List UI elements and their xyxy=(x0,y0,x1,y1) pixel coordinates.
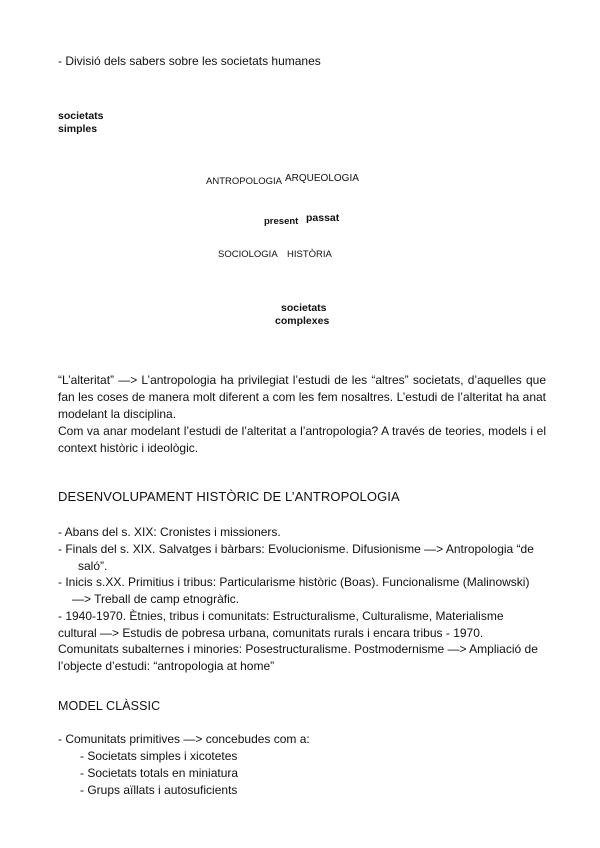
list-item: - Inicis s.XX. Primitius i tribus: Particularisme històric (Boas). Funcionalisme (Malinowski) xyxy=(58,575,530,589)
list-item: - Societats simples i xicotetes xyxy=(80,749,238,763)
label-sociologia: SOCIOLOGIA xyxy=(218,249,278,260)
list-item: - Societats totals en miniatura xyxy=(80,766,239,780)
list-item: —> Treball de camp etnogràfic. xyxy=(72,592,240,606)
label-present: present xyxy=(264,216,299,227)
section-title-model-classic: MODEL CLÀSSIC xyxy=(58,699,161,713)
label-societats-complexes-2: complexes xyxy=(275,315,330,327)
section-title-desenvolupament: DESENVOLUPAMENT HISTÒRIC DE L’ANTROPOLOGIA xyxy=(58,489,400,504)
label-societats-complexes-1: societats xyxy=(281,302,327,314)
intro-line: - Divisió dels sabers sobre les societats humanes xyxy=(58,54,321,68)
label-antropologia: ANTROPOLOGIA xyxy=(206,176,283,187)
label-societats-simples-1: societats xyxy=(58,110,104,122)
list-item: - Grups aïllats i autosuficients xyxy=(80,783,238,797)
alteritat-paragraph: “L’alteritat” —> L’antropologia ha privilegiat l’estudi de les “altres” societats, d’aquelles que fan les coses de manera molt diferent a com les fem nosaltres. L’estudi de l’alteritat ha anat modelant la disciplina. xyxy=(58,373,546,421)
label-arqueologia: ARQUEOLOGIA xyxy=(285,173,359,184)
list-item: - 1940-1970. Ètnies, tribus i comunitats: Estructuralisme, Culturalisme, Materialisme xyxy=(58,609,504,623)
label-passat: passat xyxy=(306,212,340,224)
list-item: - Finals del s. XIX. Salvatges i bàrbars: Evolucionisme. Difusionisme —> Antropologia “de xyxy=(58,542,534,556)
question-paragraph: Com va anar modelant l’estudi de l’alteritat a l’antropologia? A través de teories, models i el context històric i ideològic. xyxy=(58,424,546,455)
list-item: Comunitats subalternes i minories: Posestructuralisme. Postmodernisme —> Ampliació de xyxy=(58,642,538,656)
list-item: - Abans del s. XIX: Cronistes i missioners. xyxy=(58,525,281,539)
list-item: - Comunitats primitives —> concebudes com a: xyxy=(58,732,310,746)
list-item: l’objecte d’estudi: “antropologia at home” xyxy=(58,659,275,673)
label-societats-simples-2: simples xyxy=(58,123,98,135)
list-item: saló”. xyxy=(78,559,108,573)
list-item: cultural —> Estudis de pobresa urbana, comunitats rurals i encara tribus - 1970. xyxy=(58,626,484,640)
label-historia: HISTÒRIA xyxy=(287,249,332,260)
